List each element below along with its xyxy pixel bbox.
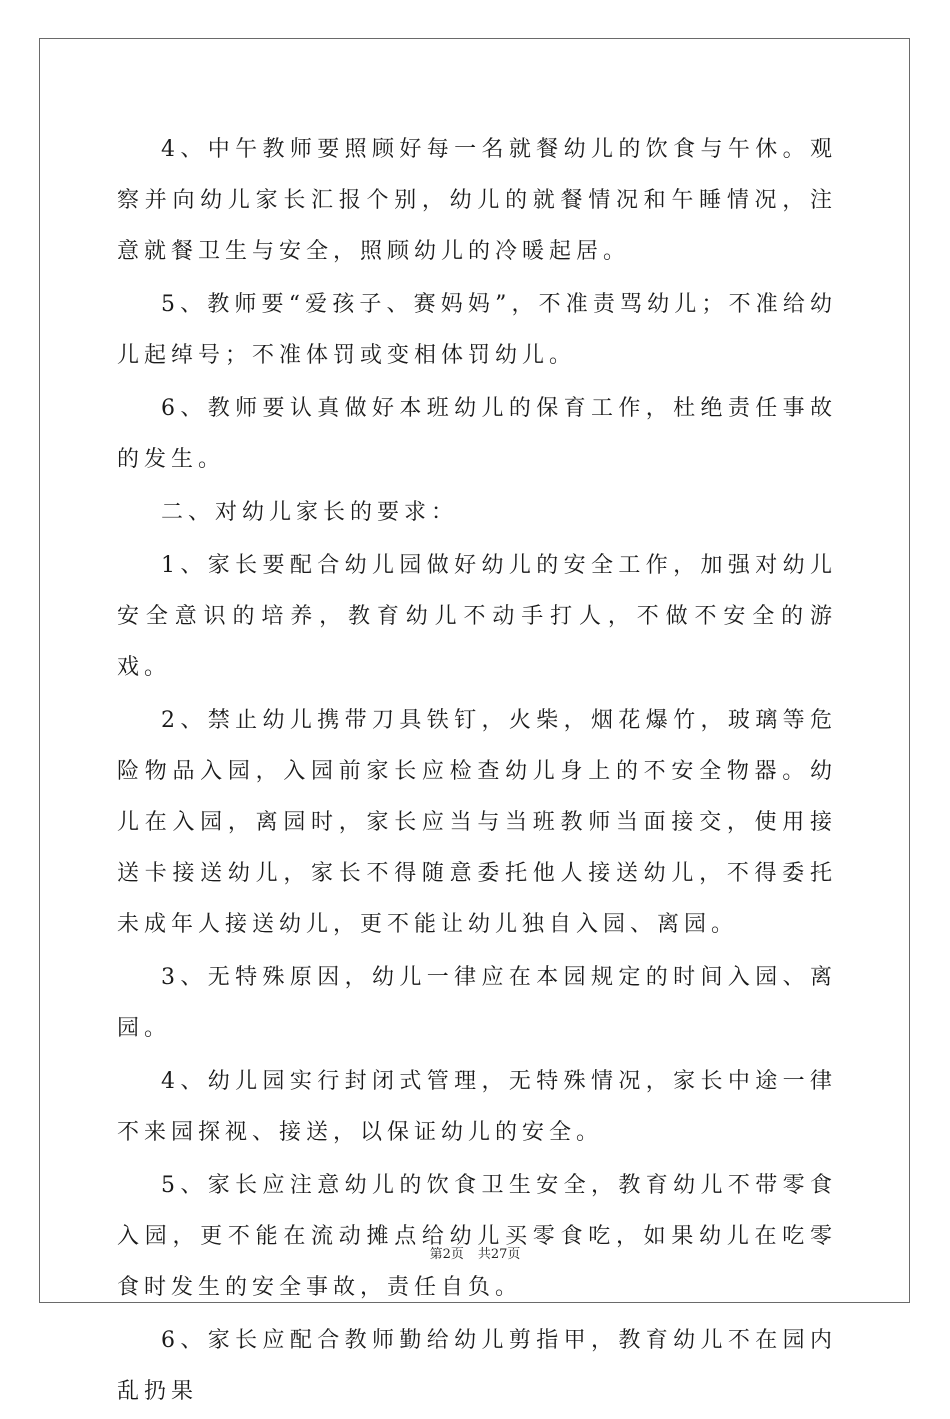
section-heading: 二、对幼儿家长的要求： [161, 500, 459, 525]
page-total: 共27页 [477, 1247, 521, 1262]
document-body [117, 124, 837, 1419]
page-footer [0, 1243, 950, 1262]
paragraph: 5、教师要“爱孩子、赛妈妈”，不准责骂幼儿；不准给幼儿起绰号；不准体罚或变相体罚幼儿。 [117, 292, 837, 368]
paragraph: 2、禁止幼儿携带刀具铁钉，火柴，烟花爆竹，玻璃等危险物品入园，入园前家长应检查幼儿身上的不安全物器。幼儿在入园，离园时，家长应当与当班教师当面接交，使用接送卡接送幼儿，家长不得随意委托他人接送幼儿，不得委托未成年人接送幼儿，更不能让幼儿独自入园、离园。 [117, 708, 837, 937]
paragraph: 5、家长应注意幼儿的饮食卫生安全，教育幼儿不带零食入园，更不能在流动摊点给幼儿买零食吃，如果幼儿在吃零食时发生的安全事故，责任自负。 [117, 1173, 837, 1300]
page-number: 第2页 [429, 1247, 464, 1262]
paragraph: 6、家长应配合教师勤给幼儿剪指甲，教育幼儿不在园内乱扔果 [117, 1328, 837, 1404]
paragraph: 6、教师要认真做好本班幼儿的保育工作，杜绝责任事故的发生。 [117, 396, 837, 472]
paragraph: 4、幼儿园实行封闭式管理，无特殊情况，家长中途一律不来园探视、接送，以保证幼儿的安全。 [117, 1069, 837, 1145]
paragraph: 3、无特殊原因，幼儿一律应在本园规定的时间入园、离园。 [117, 965, 837, 1041]
paragraph: 4、中午教师要照顾好每一名就餐幼儿的饮食与午休。观察并向幼儿家长汇报个别，幼儿的就餐情况和午睡情况，注意就餐卫生与安全，照顾幼儿的冷暖起居。 [117, 137, 837, 264]
paragraph: 1、家长要配合幼儿园做好幼儿的安全工作，加强对幼儿安全意识的培养，教育幼儿不动手打人，不做不安全的游戏。 [117, 553, 837, 680]
